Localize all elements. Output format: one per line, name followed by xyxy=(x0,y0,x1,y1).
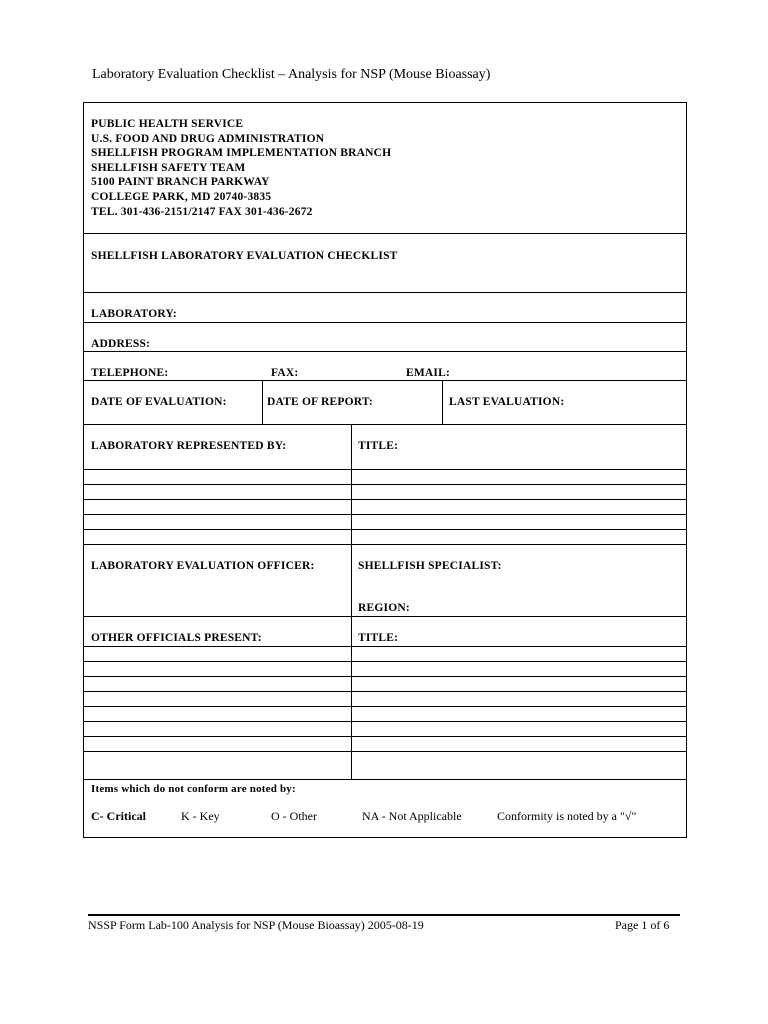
represented-by-label: LABORATORY REPRESENTED BY: xyxy=(91,440,287,452)
footer-rule xyxy=(88,914,680,916)
divider xyxy=(84,616,686,617)
shellfish-specialist-label: SHELLFISH SPECIALIST: xyxy=(358,560,502,572)
fax-label: FAX: xyxy=(271,367,299,379)
region-label: REGION: xyxy=(358,602,410,614)
agency-line: COLLEGE PARK, MD 20740-3835 xyxy=(91,190,272,203)
agency-line: U.S. FOOD AND DRUG ADMINISTRATION xyxy=(91,132,325,145)
agency-line: TEL. 301-436-2151/2147 FAX 301-436-2672 xyxy=(91,205,313,218)
divider xyxy=(84,322,686,323)
divider xyxy=(84,779,686,780)
form-line xyxy=(84,484,686,485)
title-label: TITLE: xyxy=(358,440,399,452)
agency-address-block xyxy=(91,117,391,219)
other-officials-label: OTHER OFFICIALS PRESENT: xyxy=(91,632,262,644)
divider xyxy=(84,380,686,381)
form-line xyxy=(84,736,686,737)
divider xyxy=(84,544,686,545)
agency-line: SHELLFISH SAFETY TEAM xyxy=(91,161,246,174)
form-line xyxy=(84,721,686,722)
divider xyxy=(84,233,686,234)
title-label: TITLE: xyxy=(358,632,399,644)
divider xyxy=(84,424,686,425)
legend-conformity: Conformity is noted by a "√" xyxy=(497,809,637,823)
legend-critical: C- Critical xyxy=(91,809,146,823)
form-line xyxy=(84,661,686,662)
last-evaluation-label: LAST EVALUATION: xyxy=(449,396,565,408)
evaluation-form xyxy=(83,102,687,838)
evaluation-officer-label: LABORATORY EVALUATION OFFICER: xyxy=(91,560,315,572)
page-number: Page 1 of 6 xyxy=(615,918,670,932)
footer-form-id: NSSP Form Lab-100 Analysis for NSP (Mouse Bioassay) 2005-08-19 xyxy=(88,918,424,932)
form-line xyxy=(84,499,686,500)
form-line xyxy=(84,529,686,530)
agency-line: PUBLIC HEALTH SERVICE xyxy=(91,118,244,130)
divider xyxy=(84,351,686,352)
form-line xyxy=(84,514,686,515)
form-line xyxy=(84,469,686,470)
laboratory-label: LABORATORY: xyxy=(91,308,177,320)
date-of-evaluation-label: DATE OF EVALUATION: xyxy=(91,396,227,408)
telephone-label: TELEPHONE: xyxy=(91,367,169,379)
divider xyxy=(84,292,686,293)
email-label: EMAIL: xyxy=(406,367,451,379)
legend-heading: Items which do not conform are noted by: xyxy=(91,783,296,795)
checklist-title: SHELLFISH LABORATORY EVALUATION CHECKLIST xyxy=(91,250,398,262)
form-line xyxy=(84,751,686,752)
date-of-report-label: DATE OF REPORT: xyxy=(267,396,373,408)
legend-key: K - Key xyxy=(181,809,220,823)
agency-line: SHELLFISH PROGRAM IMPLEMENTATION BRANCH xyxy=(91,147,392,160)
page-title: Laboratory Evaluation Checklist – Analysis for NSP (Mouse Bioassay) xyxy=(92,67,491,82)
form-line xyxy=(84,646,686,647)
column-divider xyxy=(442,380,443,424)
form-line xyxy=(84,676,686,677)
legend-other: O - Other xyxy=(271,809,317,823)
column-divider xyxy=(262,380,263,424)
legend-not-applicable: NA - Not Applicable xyxy=(362,809,462,823)
form-line xyxy=(84,691,686,692)
form-line xyxy=(84,706,686,707)
agency-line: 5100 PAINT BRANCH PARKWAY xyxy=(91,176,270,189)
address-label: ADDRESS: xyxy=(91,338,151,350)
